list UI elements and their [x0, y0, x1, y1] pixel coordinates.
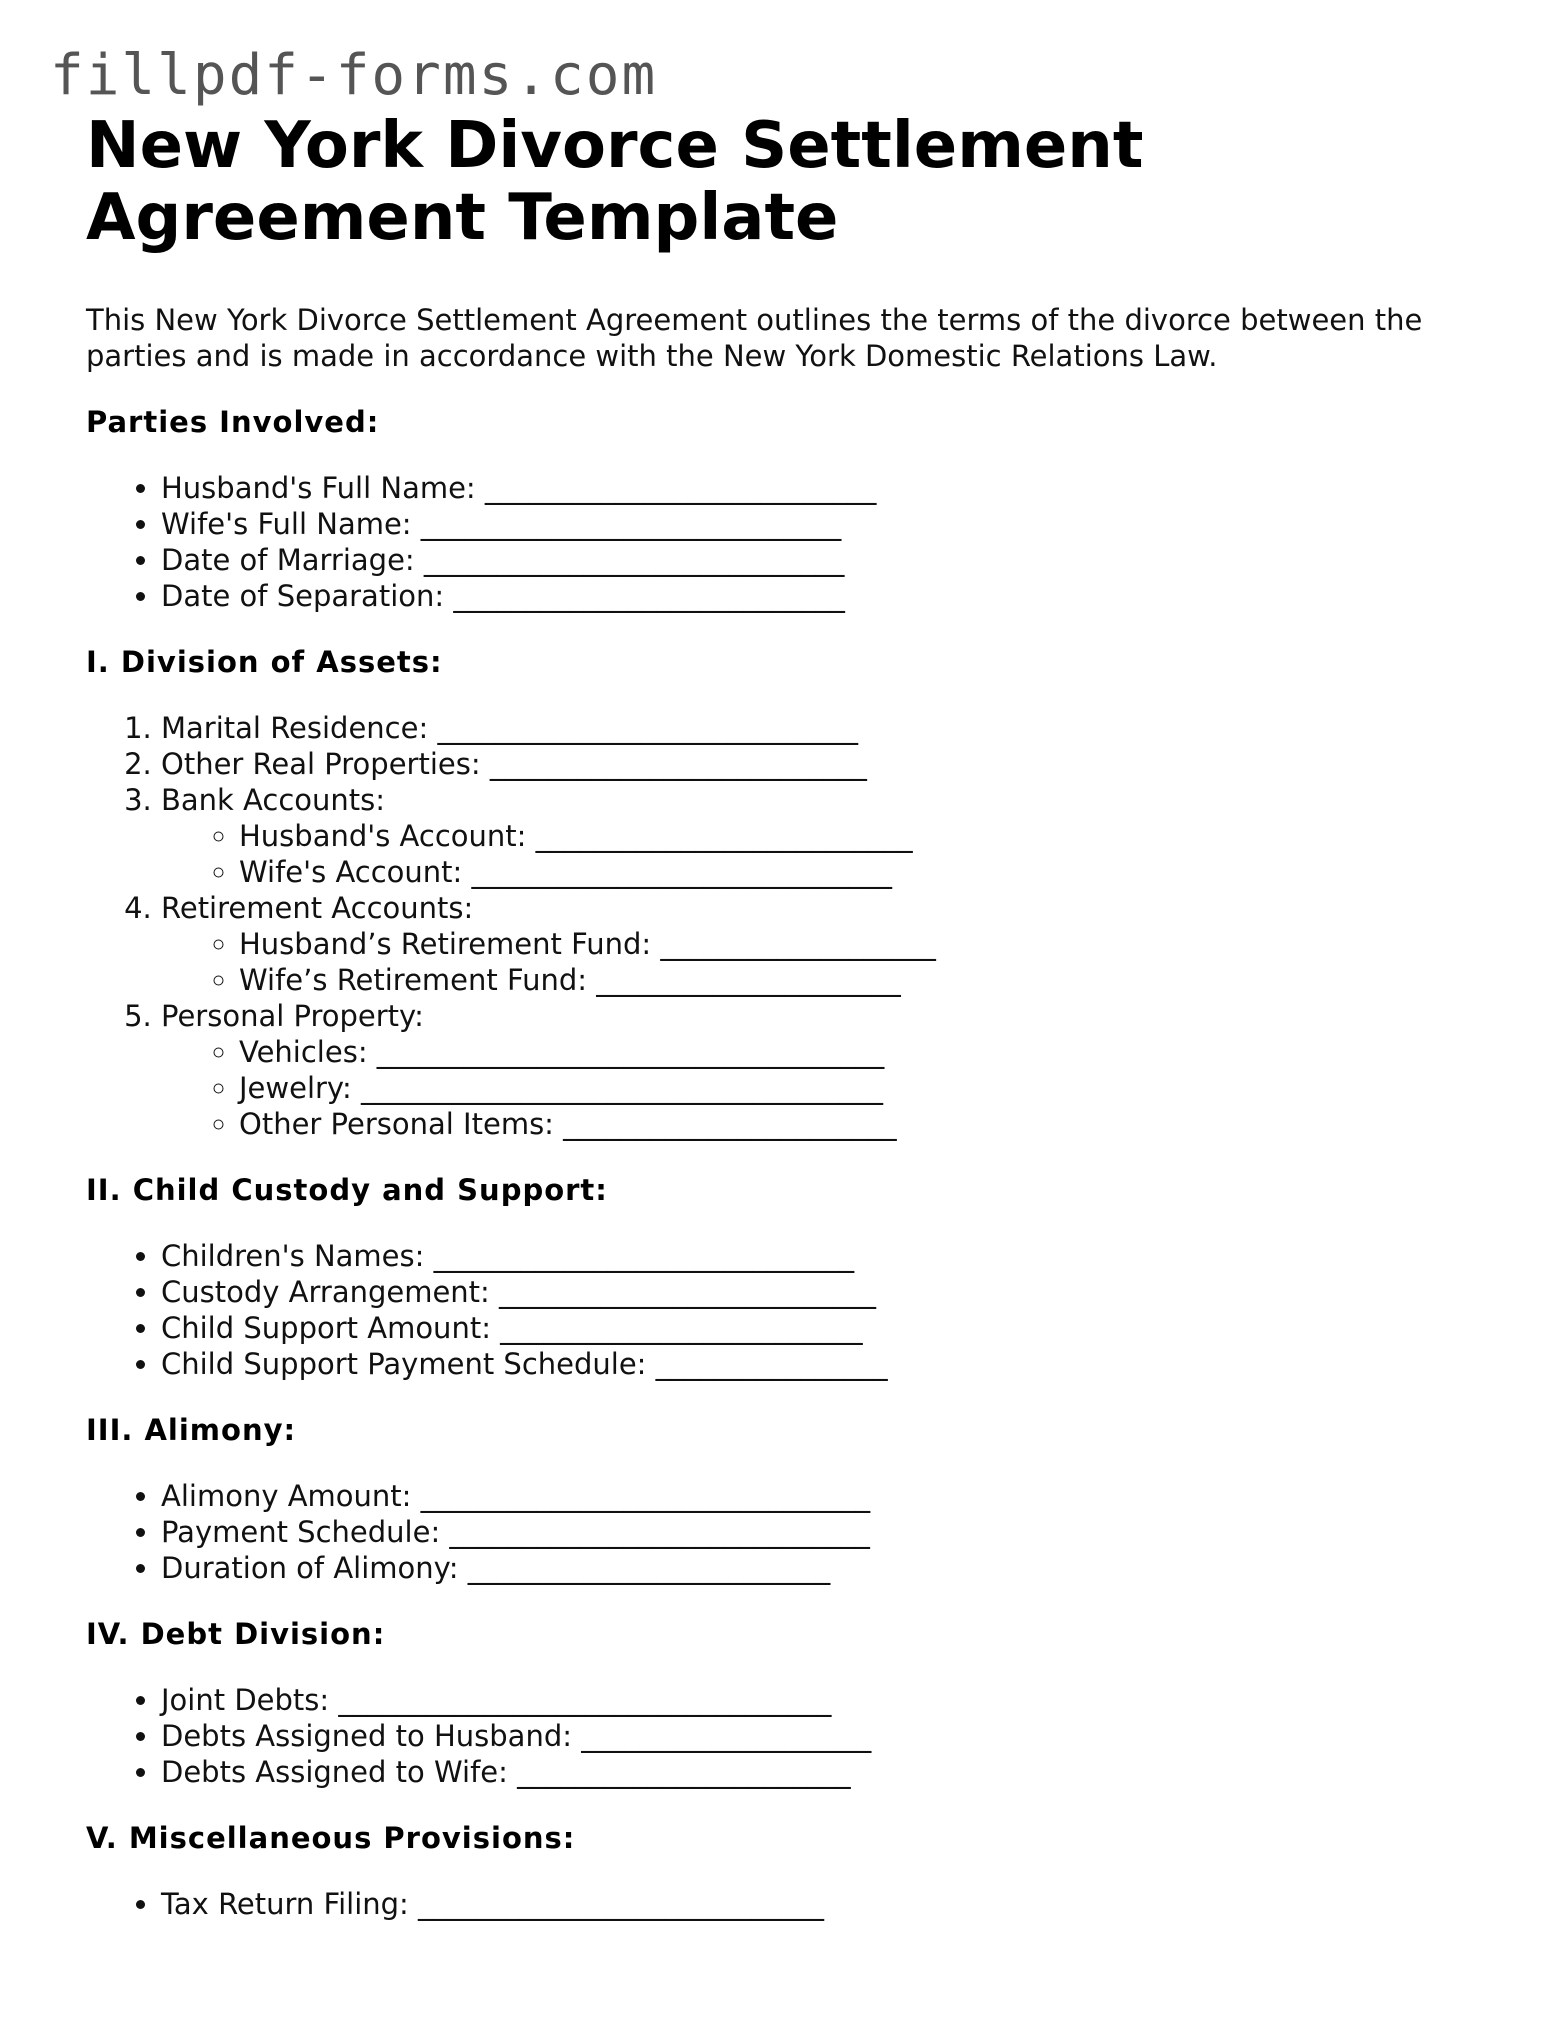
custody-list	[86, 1238, 1506, 1382]
field-husband-retirement: ◦ Husband’s Retirement Fund: ___________________	[239, 926, 1506, 962]
retirement-accounts-label: Retirement Accounts:	[161, 891, 474, 925]
field-child-support-schedule: • Child Support Payment Schedule: ________________	[161, 1346, 1506, 1382]
personal-property-label: Personal Property:	[161, 999, 424, 1033]
field-other-real-properties: 2. Other Real Properties: __________________________	[161, 746, 1506, 782]
bank-accounts-sublist	[161, 818, 1506, 890]
retirement-accounts-sublist	[161, 926, 1506, 998]
field-other-personal-items: ◦ Other Personal Items: _______________________	[239, 1106, 1506, 1142]
field-debts-husband: • Debts Assigned to Husband: ____________________	[161, 1718, 1506, 1754]
field-husband-name: • Husband's Full Name: ___________________________	[161, 470, 1506, 506]
bank-accounts-item	[161, 782, 1506, 890]
field-wife-retirement: ◦ Wife’s Retirement Fund: _____________________	[239, 962, 1506, 998]
field-date-of-marriage: • Date of Marriage: _____________________________	[161, 542, 1506, 578]
intro-paragraph: This New York Divorce Settlement Agreement outlines the terms of the divorce between the parties and is made in accordance with the New York Domestic Relations Law.	[86, 303, 1423, 373]
parties-list	[86, 470, 1506, 614]
field-joint-debts: • Joint Debts: __________________________________	[161, 1682, 1506, 1718]
field-jewelry: ◦ Jewelry: ____________________________________	[239, 1070, 1506, 1106]
field-wife-account: ◦ Wife's Account: _____________________________	[239, 854, 1506, 890]
field-date-of-separation: • Date of Separation: ___________________________	[161, 578, 1506, 614]
alimony-list	[86, 1478, 1506, 1586]
field-alimony-duration: • Duration of Alimony: _________________________	[161, 1550, 1506, 1586]
field-alimony-amount: • Alimony Amount: _______________________________	[161, 1478, 1506, 1514]
field-child-support-amount: • Child Support Amount: _________________________	[161, 1310, 1506, 1346]
assets-list	[86, 710, 1506, 1142]
personal-property-item	[161, 998, 1506, 1142]
debt-heading: IV. Debt Division:	[86, 1617, 386, 1651]
debt-list	[86, 1682, 1506, 1790]
field-wife-name: • Wife's Full Name: _____________________________	[161, 506, 1506, 542]
field-husband-account: ◦ Husband's Account: __________________________	[239, 818, 1506, 854]
field-custody-arrangement: • Custody Arrangement: __________________________	[161, 1274, 1506, 1310]
field-marital-residence: 1. Marital Residence: _____________________________	[161, 710, 1506, 746]
personal-property-sublist	[161, 1034, 1506, 1142]
field-children-names: • Children's Names: _____________________________	[161, 1238, 1506, 1274]
document	[86, 110, 1506, 1922]
retirement-accounts-item	[161, 890, 1506, 998]
assets-heading: I. Division of Assets:	[86, 645, 443, 679]
page-title: New York Divorce Settlement Agreement Template	[86, 109, 1144, 255]
watermark: fillpdf-forms.com	[50, 43, 658, 108]
field-vehicles: ◦ Vehicles: ___________________________________	[239, 1034, 1506, 1070]
custody-heading: II. Child Custody and Support:	[86, 1173, 608, 1207]
parties-heading: Parties Involved:	[86, 405, 380, 439]
field-debts-wife: • Debts Assigned to Wife: _______________________	[161, 1754, 1506, 1790]
field-payment-schedule: • Payment Schedule: _____________________________	[161, 1514, 1506, 1550]
misc-heading: V. Miscellaneous Provisions:	[86, 1821, 576, 1855]
field-tax-return-filing: • Tax Return Filing: ____________________________	[161, 1886, 1506, 1922]
misc-list	[86, 1886, 1506, 1922]
bank-accounts-label: Bank Accounts:	[161, 783, 386, 817]
alimony-heading: III. Alimony:	[86, 1413, 297, 1447]
